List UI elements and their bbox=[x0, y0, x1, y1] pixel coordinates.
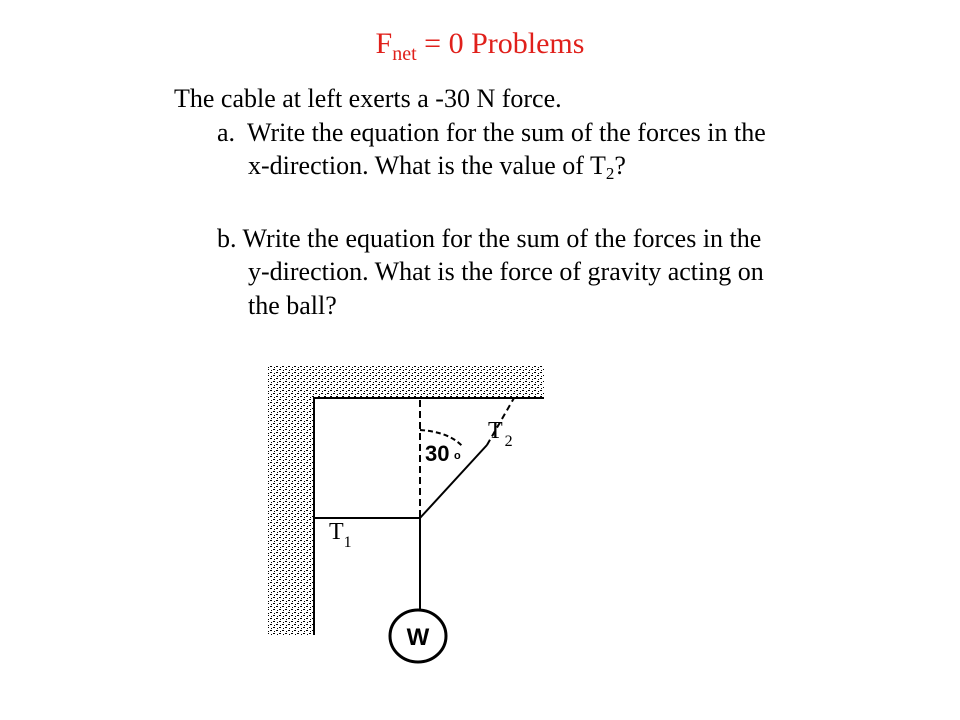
part-b-line-1: b. Write the equation for the sum of the forces in the bbox=[217, 224, 762, 253]
part-a-text-1: Write the equation for the sum of the forces in the bbox=[247, 118, 766, 147]
part-a-text-2-end: ? bbox=[614, 151, 626, 180]
wall-and-ceiling bbox=[268, 365, 544, 635]
weight-label: W bbox=[406, 624, 430, 651]
part-a-subscript: 2 bbox=[605, 164, 615, 183]
part-b-line-3: the ball? bbox=[248, 291, 337, 320]
angle-label: 30 bbox=[425, 441, 450, 466]
part-a-text-2: x-direction. What is the value of T bbox=[248, 151, 606, 180]
problem-intro: The cable at left exerts a -30 N force. bbox=[174, 84, 562, 113]
title-base: F bbox=[375, 27, 393, 60]
t1-label: $T_1$ bbox=[329, 519, 352, 551]
part-b-line-2: y-direction. What is the force of gravity acting on bbox=[248, 257, 764, 286]
title-rest: = 0 Problems bbox=[416, 27, 585, 60]
t2-label: T $_2$ bbox=[488, 418, 513, 450]
title-subscript: net bbox=[392, 43, 417, 65]
part-a-marker: a. bbox=[217, 118, 236, 147]
angle-degree-mark: o bbox=[454, 450, 461, 462]
